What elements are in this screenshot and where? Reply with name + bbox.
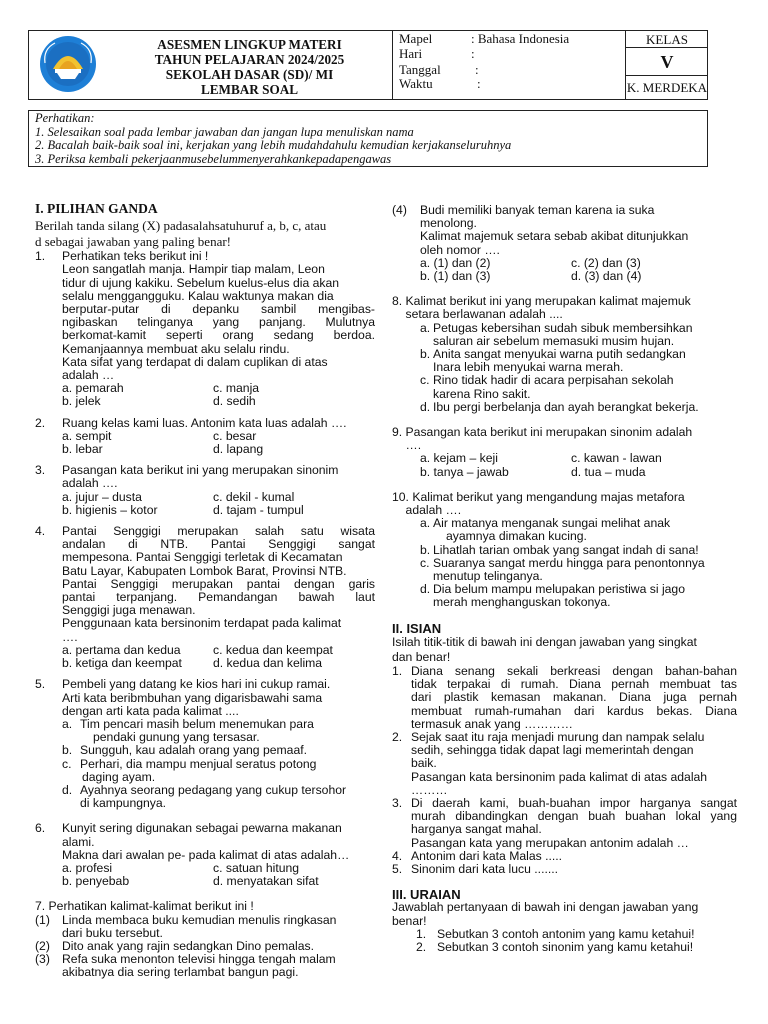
option-letter: b.: [62, 743, 73, 758]
item-line: dari plastik kemasan makanan. Diana juga pernah: [411, 690, 737, 705]
option-line: Perhari, dia mampu menjual seratus potong: [80, 756, 317, 771]
question-10-line: 10. Kalimat berikut yang mengandung majas metafora: [392, 489, 685, 504]
sub-option-b[interactable]: [35, 744, 375, 757]
item-line: termasuk anak yang …………: [411, 716, 573, 731]
question-line: Pantai Senggigi merupakan salah satu wisata: [62, 524, 375, 539]
sub-option-d[interactable]: [35, 784, 375, 810]
statement-line: oleh nomor ….: [420, 242, 500, 257]
isian-item-3: [392, 797, 737, 850]
question-number: 1.: [35, 249, 46, 264]
sub-option-a[interactable]: [35, 718, 375, 744]
info-label: Mapel: [399, 31, 433, 46]
item-line: ………: [411, 782, 448, 797]
kelas-cell: [626, 31, 708, 99]
item-number: 1.: [392, 663, 403, 678]
question-1: [35, 250, 375, 382]
question-line: adalah …: [62, 368, 115, 383]
option-letter: b.: [420, 542, 431, 557]
title-line: TAHUN PELAJARAN 2024/2025: [154, 52, 345, 67]
notes-title: Perhatikan:: [35, 111, 95, 125]
option-d[interactable]: d. (3) dan (4): [571, 269, 642, 284]
option-c[interactable]: c. kedua dan keempat: [213, 642, 333, 657]
option-line: menutup telinganya.: [433, 569, 543, 584]
section-title-uraian: III. URAIAN: [392, 887, 461, 903]
option-b[interactable]: b. jelek: [62, 394, 101, 409]
statement-line: Refa suka menonton televisi hingga tengah malam: [62, 952, 336, 967]
kelas-label: KELAS: [626, 31, 708, 48]
option-line: Rino tidak hadir di acara perpisahan sekolah: [433, 373, 674, 388]
question-9-line: 9. Pasangan kata berikut ini merupakan sinonim adalah: [392, 425, 693, 440]
option-letter: b.: [420, 347, 431, 362]
option-b[interactable]: b. lebar: [62, 442, 103, 457]
title-line: SEKOLAH DASAR (SD)/ MI: [165, 67, 334, 82]
option-line: Air matanya menganak sungai melihat anak: [433, 516, 671, 531]
question-line: ….: [62, 629, 78, 644]
item-number: 2.: [416, 939, 427, 954]
question-10-line: adalah ….: [392, 503, 462, 518]
question-line: ngibaskan telinganya yang panjang. Mulutnya: [62, 315, 375, 330]
option-letter: d.: [420, 399, 431, 414]
isian-item-5: [392, 863, 737, 876]
option-line: ayamnya dimakan kucing.: [446, 529, 587, 544]
question-line: mempesona. Pantai Senggigi terletak di Kecamatan: [62, 550, 343, 565]
uraian-item-1: [392, 928, 737, 941]
kelas-value: V: [626, 48, 708, 76]
option-a[interactable]: a. pertama dan kedua: [62, 642, 181, 657]
option-b[interactable]: b. tanya – jawab: [420, 464, 509, 479]
question-7-title: 7. Perhatikan kalimat-kalimat berikut ini !: [35, 899, 254, 914]
option-line: saluran air sebelum memasuki musim hujan.: [433, 333, 675, 348]
sub-option-c[interactable]: [392, 557, 737, 583]
statement-line: Linda membaca buku kemudian menulis ringkasan: [62, 912, 337, 927]
option-line: pendaki gunung yang tersasar.: [93, 730, 260, 745]
option-letter: c.: [420, 373, 430, 388]
answer-options: [392, 452, 737, 478]
question-2: [35, 417, 375, 430]
question-3: [35, 464, 375, 490]
option-line: Ayahnya seorang pedagang yang cukup tersohor: [80, 782, 347, 797]
instr-line: Isilah titik-titik di bawah ini dengan jawaban yang singkat: [392, 634, 697, 649]
statement-line: Kalimat majemuk setara sebab akibat ditunjukkan: [420, 229, 689, 244]
sub-option-b[interactable]: [392, 348, 737, 374]
option-line: Suaranya sangat merdu hingga para penontonnya: [433, 555, 705, 570]
statement-line: menolong.: [420, 216, 477, 231]
option-line: di kampungnya.: [80, 796, 167, 811]
info-value: :: [471, 46, 475, 61]
option-d[interactable]: d. kedua dan kelima: [213, 656, 323, 671]
logo-cell: [29, 31, 107, 99]
option-letter: c.: [420, 555, 430, 570]
option-d[interactable]: d. tajam - tumpul: [213, 502, 304, 517]
info-row-mapel: [399, 32, 569, 45]
answer-options: [392, 257, 737, 283]
question-line: Kunyit sering digunakan sebagai pewarna makanan: [62, 821, 342, 836]
item-line: Sejak saat itu raja menjadi murung dan nampak selalu: [411, 729, 705, 744]
option-c[interactable]: c. manja: [213, 381, 260, 396]
answer-options: [35, 430, 375, 456]
item-line: Sebutkan 3 contoh antonim yang kamu ketahui!: [437, 926, 695, 941]
question-line: Pembeli yang datang ke kios hari ini cukup ramai.: [62, 677, 331, 692]
question-number: 4.: [35, 524, 46, 539]
statement-line: akibatnya dia sering terlambat bangun pagi.: [62, 965, 299, 980]
info-label: Waktu: [399, 76, 433, 91]
question-6: [35, 822, 375, 862]
statement-number: (1): [35, 912, 50, 927]
question-line: Leon sangatlah manja. Hampir tiap malam, Leon: [62, 262, 325, 277]
statement-1: [35, 914, 375, 940]
info-row-tanggal: [399, 63, 479, 76]
info-row-waktu: [399, 77, 481, 90]
option-line: Tim pencari masih belum menemukan para: [80, 716, 314, 731]
question-5: [35, 678, 375, 718]
sub-option-a[interactable]: [392, 517, 737, 543]
section-title-isian: II. ISIAN: [392, 620, 442, 636]
statement-4: [392, 204, 737, 257]
instr-line: dan benar!: [392, 649, 451, 664]
sub-option-c[interactable]: [392, 374, 737, 400]
section-title-pilihan-ganda: I. PILIHAN GANDA: [35, 201, 158, 216]
question-number: 6.: [35, 821, 46, 836]
option-letter: d.: [420, 582, 431, 597]
item-line: Antonim dari kata Malas .....: [411, 848, 563, 863]
sub-option-d[interactable]: [392, 583, 737, 609]
info-label: Tanggal: [399, 62, 441, 77]
isian-item-4: [392, 850, 737, 863]
question-line: Arti kata beribmbuhan yang digarisbawahi sama: [62, 690, 323, 705]
question-8-line: setara berlawanan adalah ....: [392, 307, 563, 322]
option-line: karena Rino sakit.: [433, 386, 531, 401]
option-line: Sungguh, kau adalah orang yang pemaaf.: [80, 743, 307, 758]
question-line: Perhatikan teks berikut ini !: [62, 249, 209, 264]
statement-line: dari buku tersebut.: [62, 925, 163, 940]
question-line: dengan arti kata pada kalimat ....: [62, 703, 239, 718]
question-8-line: 8. Kalimat berikut ini yang merupakan kalimat majemuk: [392, 294, 691, 309]
title-line: ASESMEN LINGKUP MATERI: [157, 37, 342, 52]
info-value: :: [477, 76, 481, 91]
question-line: berputar-putar di depanku sambil mengibas-: [62, 302, 375, 317]
option-letter: c.: [62, 756, 72, 771]
question-line: Senggigi juga menawan.: [62, 603, 196, 618]
info-label: Hari: [399, 46, 423, 61]
section-instructions: [35, 218, 375, 250]
item-number: 4.: [392, 848, 403, 863]
statement-line: Budi memiliki banyak teman karena ia suka: [420, 203, 655, 217]
instr-line: benar!: [392, 913, 427, 928]
question-number: 3.: [35, 463, 46, 478]
instr-line: Jawablah pertanyaan di bawah ini dengan jawaban yang: [392, 900, 699, 915]
question-line: Makna dari awalan pe- pada kalimat di atas adalah…: [62, 847, 350, 862]
option-a[interactable]: a. profesi: [62, 860, 113, 875]
item-line: membuat rumah-rumahan dari kardus bekas. Diana: [411, 703, 737, 718]
question-line: Ruang kelas kami luas. Antonim kata luas adalah ….: [62, 415, 347, 430]
option-line: Anita sangat menyukai warna putih sedangkan: [433, 347, 686, 362]
title-line: LEMBAR SOAL: [200, 82, 299, 97]
option-letter: a.: [62, 716, 73, 731]
question-line: Batu Layar, Kabupaten Lombok Barat, Provinsi NTB.: [62, 563, 347, 578]
question-line: berkomat-kamit seperti orang sedang berdoa.: [62, 328, 375, 343]
item-line: baik.: [411, 756, 437, 771]
right-column: [392, 204, 737, 954]
option-line: Inara lebih menyukai warna merah.: [433, 360, 624, 375]
option-a[interactable]: a. pemarah: [62, 381, 124, 396]
info-value: :: [475, 62, 479, 77]
option-a[interactable]: a. jujur – dusta: [62, 489, 142, 504]
item-line: Sebutkan 3 contoh sinonim yang kamu ketahui!: [437, 939, 694, 954]
option-line: Ibu pergi berbelanja dan ayah berangkat bekerja.: [433, 399, 699, 414]
option-a[interactable]: a. sempit: [62, 428, 112, 443]
instructions-box: [28, 110, 708, 167]
option-letter: a.: [420, 516, 431, 531]
option-b[interactable]: b. penyebab: [62, 874, 130, 889]
sub-option-a[interactable]: [392, 322, 737, 348]
answer-options: [35, 862, 375, 888]
answer-options: [35, 644, 375, 670]
option-line: Lihatlah tarian ombak yang sangat indah di sana!: [433, 542, 699, 557]
instr-line: d sebagai jawaban yang paling benar!: [35, 234, 232, 250]
isian-item-1: [392, 665, 737, 731]
item-line: sedih, sehingga tidak dapat lagi memerintah dengan: [411, 743, 694, 758]
info-value: : Bahasa Indonesia: [471, 31, 570, 46]
info-cell: [393, 31, 626, 99]
option-a[interactable]: a. (1) dan (2): [420, 255, 491, 270]
item-line: Di daerah kami, buah-buahan impor harganya sangat: [411, 795, 737, 810]
option-line: merah menghanguskan tokonya.: [433, 595, 611, 610]
option-letter: a.: [420, 320, 431, 335]
isian-instructions: [392, 635, 737, 665]
item-number: 3.: [392, 795, 403, 810]
question-line: Pantai Senggigi merupakan pantai dengan garis: [62, 576, 375, 591]
option-line: Dia belum mampu melupakan peristiwa si jago: [433, 582, 685, 597]
answer-options: [35, 382, 375, 408]
item-line: Sinonim dari kata lucu .......: [411, 861, 558, 876]
instr-line: Berilah tanda silang (X) padasalahsatuhuruf a, b, c, atau: [35, 218, 327, 234]
question-4: [35, 525, 375, 644]
statement-3: [35, 953, 375, 979]
option-line: Petugas kebersihan sudah sibuk membersihkan: [433, 320, 693, 335]
option-c[interactable]: c. (2) dan (3): [571, 255, 641, 270]
tut-wuri-handayani-logo: [35, 35, 101, 93]
item-line: tidak terpakai di rumah. Diana pernah membuat tas: [411, 677, 737, 692]
item-number: 2.: [392, 729, 403, 744]
item-number: 1.: [416, 926, 427, 941]
option-d[interactable]: d. sedih: [213, 394, 256, 409]
question-line: pantai terpanjang. Pemandangan bawah laut: [62, 590, 375, 605]
option-c[interactable]: c. besar: [213, 428, 257, 443]
option-d[interactable]: d. menyatakan sifat: [213, 874, 319, 889]
question-line: Kemanjaannya membuat aku selalu rindu.: [62, 341, 290, 356]
question-line: adalah ….: [62, 476, 118, 491]
statement-number: (3): [35, 952, 50, 967]
answer-options: [35, 491, 375, 517]
uraian-item-2: [392, 941, 737, 954]
option-d[interactable]: d. tua – muda: [571, 464, 646, 479]
option-line: daging ayam.: [82, 769, 156, 784]
header-table: [28, 30, 708, 100]
item-line: harganya sangat mahal.: [411, 822, 542, 837]
option-a[interactable]: a. kejam – keji: [420, 451, 498, 466]
option-c[interactable]: c. dekil - kumal: [213, 489, 295, 504]
question-number: 5.: [35, 677, 46, 692]
item-line: Pasangan kata bersinonim pada kalimat di atas adalah: [411, 769, 708, 784]
option-b[interactable]: b. ketiga dan keempat: [62, 656, 182, 671]
option-d[interactable]: d. lapang: [213, 442, 264, 457]
item-line: Pasangan kata yang merupakan antonim adalah …: [411, 835, 689, 850]
option-c[interactable]: c. satuan hitung: [213, 860, 300, 875]
option-b[interactable]: b. higienis – kotor: [62, 502, 158, 517]
sub-option-d[interactable]: [392, 401, 737, 414]
question-line: alami.: [62, 834, 95, 849]
question-line: andalan di NTB. Pantai Senggigi sangat: [62, 537, 375, 552]
option-b[interactable]: b. (1) dan (3): [420, 269, 491, 284]
notes-item: 1. Selesaikan soal pada lembar jawaban dan jangan lupa menuliskan nama: [35, 124, 414, 139]
question-9-line: ….: [392, 438, 422, 453]
question-line: Penggunaan kata bersinonim terdapat pada kalimat: [62, 616, 342, 631]
left-column: [35, 202, 375, 980]
option-letter: d.: [62, 782, 73, 797]
question-line: Pasangan kata berikut ini yang merupakan sinonim: [62, 463, 339, 478]
question-line: selalu menggangguku. Kalau waktunya makan dia: [62, 288, 334, 303]
notes-item: 3. Periksa kembali pekerjaanmusebelummenyerahkankepadapengawas: [35, 151, 392, 166]
statement-line: Dito anak yang rajin sedangkan Dino pemalas.: [62, 938, 315, 953]
isian-item-2: [392, 731, 737, 797]
sub-option-c[interactable]: [35, 758, 375, 784]
question-line: tidur di ujung kakiku. Sebelum kuelus-elus dia akan: [62, 275, 340, 290]
sub-option-b[interactable]: [392, 544, 737, 557]
kurikulum-label: K. MERDEKA: [626, 80, 708, 95]
question-line: Kata sifat yang terdapat di dalam cuplikan di atas: [62, 354, 328, 369]
title-cell: [107, 31, 393, 99]
statement-number: (4): [392, 203, 407, 217]
item-number: 5.: [392, 861, 403, 876]
notes-item: 2. Bacalah baik-baik soal ini, kerjakan yang lebih mudahdahulu kemudian kerjakanseluruhnya: [35, 138, 512, 152]
statement-number: (2): [35, 938, 50, 953]
option-c[interactable]: c. kawan - lawan: [571, 451, 662, 466]
item-line: murah dibandingkan dengan buah buahan lokal yang: [411, 809, 737, 824]
question-number: 2.: [35, 415, 46, 430]
item-line: Diana senang sekali berkreasi dengan bahan-bahan: [411, 663, 737, 678]
info-row-hari: [399, 47, 475, 60]
